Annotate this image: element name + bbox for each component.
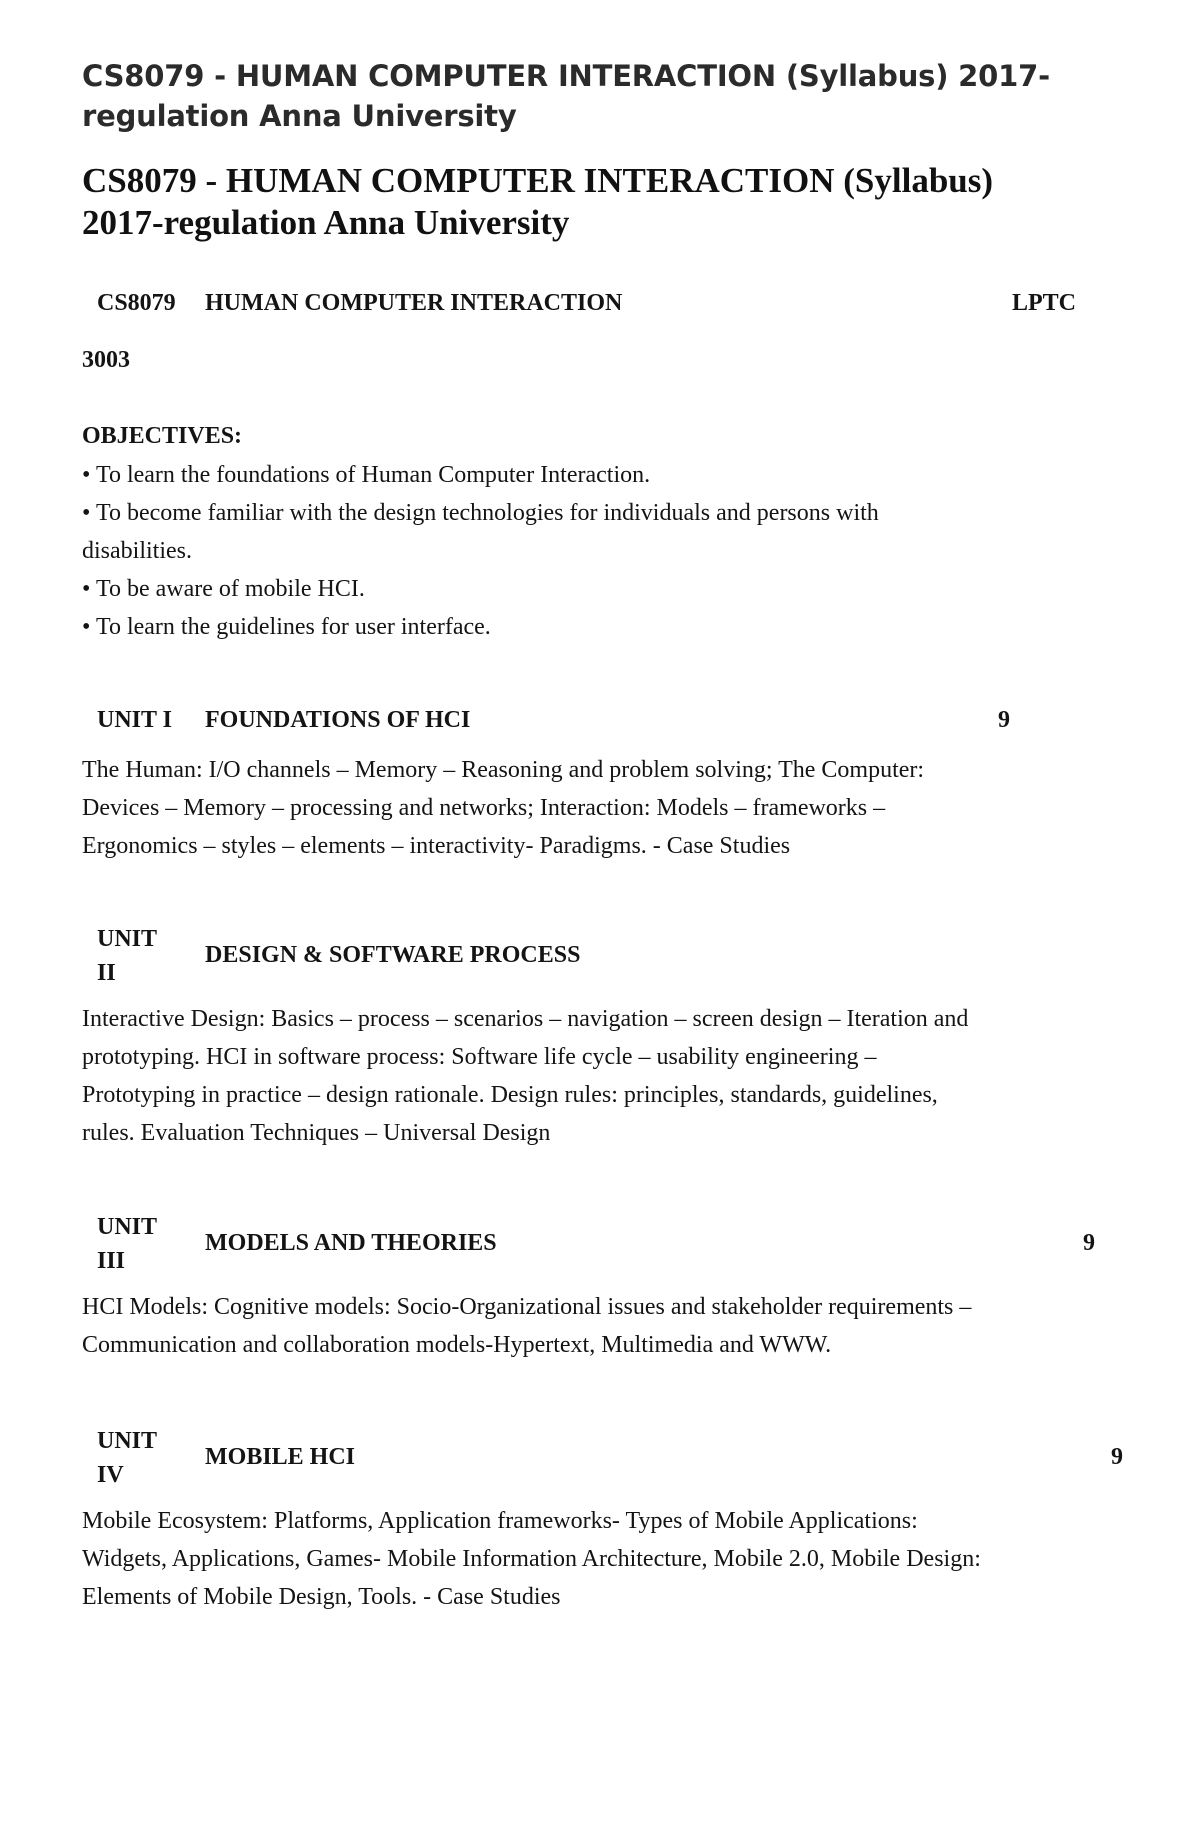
body-line: Interactive Design: Basics – process – scenarios – navigation – screen design – Iteration and	[82, 1006, 969, 1032]
unit-3-label	[97, 1210, 157, 1278]
course-code: CS8079	[97, 290, 176, 316]
body-line: Communication and collaboration models-Hypertext, Multimedia and WWW.	[82, 1332, 832, 1358]
header-line-1: CS8079 - HUMAN COMPUTER INTERACTION (Syllabus) 2017-	[82, 59, 1050, 93]
body-line: Devices – Memory – processing and networks; Interaction: Models – frameworks –	[82, 795, 886, 821]
objective-item: disabilities.	[82, 538, 192, 564]
title-line-1: CS8079 - HUMAN COMPUTER INTERACTION (Syllabus)	[82, 161, 994, 200]
body-line: Prototyping in practice – design rationale. Design rules: principles, standards, guidelines,	[82, 1082, 938, 1108]
unit-label-line-1: UNIT	[97, 1214, 158, 1240]
unit-1-label	[97, 703, 172, 737]
objectives-heading: OBJECTIVES:	[82, 423, 243, 449]
unit-label-line-2: II	[97, 960, 116, 986]
unit-4-hours: 9	[1111, 1444, 1123, 1470]
unit-4-body	[82, 1502, 1102, 1616]
header-line-2: regulation Anna University	[82, 99, 517, 133]
unit-1-hours: 9	[998, 707, 1010, 733]
unit-3-hours: 9	[1083, 1230, 1095, 1256]
course-name: HUMAN COMPUTER INTERACTION	[205, 290, 623, 316]
body-line: rules. Evaluation Techniques – Universal Design	[82, 1120, 551, 1146]
unit-2-title: DESIGN & SOFTWARE PROCESS	[205, 942, 581, 968]
unit-3-title: MODELS AND THEORIES	[205, 1230, 497, 1256]
title-line-2: 2017-regulation Anna University	[82, 203, 570, 242]
body-line: Widgets, Applications, Games- Mobile Information Architecture, Mobile 2.0, Mobile Design:	[82, 1546, 981, 1572]
objective-item: • To be aware of mobile HCI.	[82, 576, 365, 602]
objective-item: • To learn the foundations of Human Computer Interaction.	[82, 462, 651, 488]
unit-2-body	[82, 1000, 1102, 1152]
body-line: HCI Models: Cognitive models: Socio-Organizational issues and stakeholder requirements –	[82, 1294, 972, 1320]
objective-item: • To become familiar with the design technologies for individuals and persons with	[82, 500, 879, 526]
unit-label-line-1: UNIT	[97, 926, 158, 952]
objectives-list	[82, 456, 1082, 646]
unit-label-line-1: UNIT	[97, 1428, 158, 1454]
page-title	[82, 160, 1122, 244]
ltpc-label: LPTC	[1012, 290, 1077, 316]
unit-label-line-1: UNIT I	[97, 707, 172, 733]
unit-1-title: FOUNDATIONS OF HCI	[205, 707, 471, 733]
unit-label-line-2: III	[97, 1248, 126, 1274]
body-line: The Human: I/O channels – Memory – Reasoning and problem solving; The Computer:	[82, 757, 925, 783]
unit-4-title: MOBILE HCI	[205, 1444, 356, 1470]
body-line: prototyping. HCI in software process: Software life cycle – usability engineering –	[82, 1044, 877, 1070]
body-line: Ergonomics – styles – elements – interactivity- Paradigms. - Case Studies	[82, 833, 791, 859]
body-line: Elements of Mobile Design, Tools. - Case Studies	[82, 1584, 561, 1610]
unit-3-body	[82, 1288, 1102, 1364]
unit-4-label	[97, 1424, 157, 1492]
ltpc-values: 3003	[82, 347, 130, 373]
document-header	[82, 56, 1122, 136]
unit-1-body	[82, 751, 1102, 865]
unit-label-line-2: IV	[97, 1462, 124, 1488]
body-line: Mobile Ecosystem: Platforms, Application frameworks- Types of Mobile Applications:	[82, 1508, 918, 1534]
objective-item: • To learn the guidelines for user interface.	[82, 614, 491, 640]
unit-2-label	[97, 922, 157, 990]
